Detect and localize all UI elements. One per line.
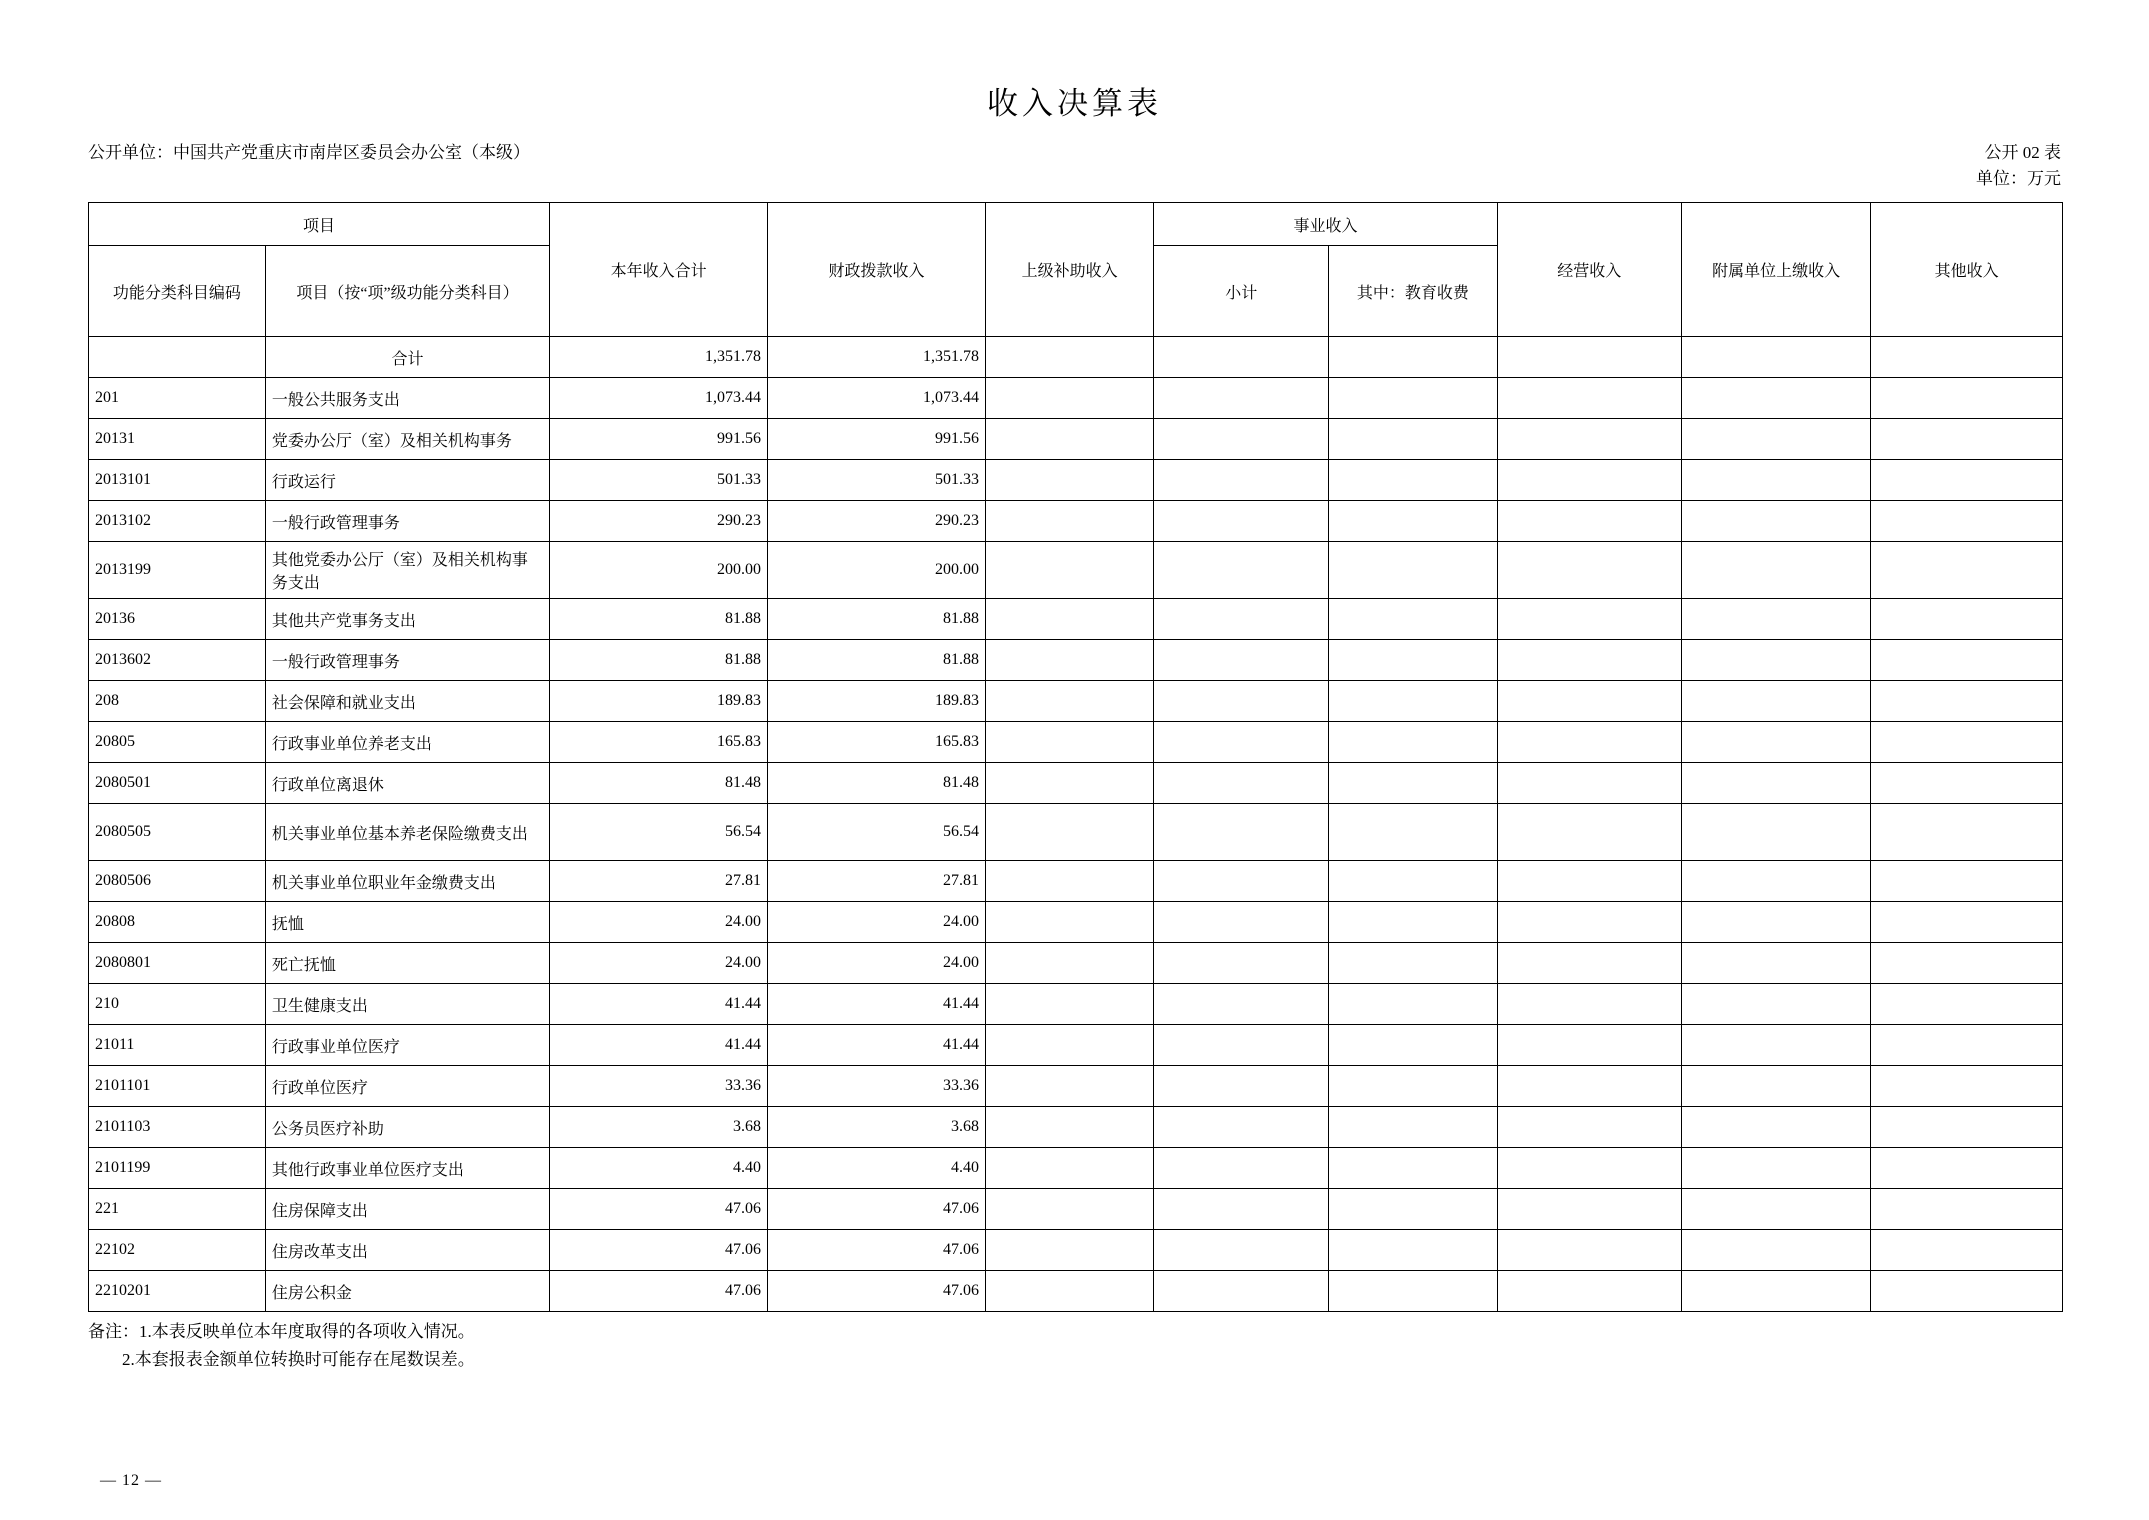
cell-fiscal-appropriation: 3.68 <box>768 1107 986 1148</box>
cell-affiliated-units <box>1681 722 1871 763</box>
cell-subtotal <box>1154 1148 1329 1189</box>
cell-total-income: 3.68 <box>550 1107 768 1148</box>
cell-subtotal <box>1154 1230 1329 1271</box>
cell-superior-subsidy <box>985 337 1153 378</box>
cell-fiscal-appropriation: 56.54 <box>768 804 986 861</box>
cell-item-name: 合计 <box>265 337 549 378</box>
meta-row <box>0 140 2149 200</box>
cell-fiscal-appropriation: 991.56 <box>768 419 986 460</box>
cell-education-fee <box>1329 1148 1497 1189</box>
cell-item-name: 行政单位医疗 <box>265 1066 549 1107</box>
cell-fiscal-appropriation: 47.06 <box>768 1271 986 1312</box>
cell-item-name: 行政运行 <box>265 460 549 501</box>
header-other-income: 其他收入 <box>1871 203 2063 337</box>
cell-education-fee <box>1329 460 1497 501</box>
cell-fiscal-appropriation: 501.33 <box>768 460 986 501</box>
cell-total-income: 33.36 <box>550 1066 768 1107</box>
table-row <box>89 1066 2063 1107</box>
header-group-business-income: 事业收入 <box>1154 203 1497 246</box>
cell-other-income <box>1871 722 2063 763</box>
cell-affiliated-units <box>1681 419 1871 460</box>
cell-fiscal-appropriation: 24.00 <box>768 902 986 943</box>
cell-superior-subsidy <box>985 419 1153 460</box>
cell-affiliated-units <box>1681 378 1871 419</box>
table-row <box>89 861 2063 902</box>
cell-affiliated-units <box>1681 902 1871 943</box>
cell-fiscal-appropriation: 189.83 <box>768 681 986 722</box>
cell-func-code: 2210201 <box>89 1271 266 1312</box>
cell-func-code: 201 <box>89 378 266 419</box>
header-operating-income: 经营收入 <box>1497 203 1681 337</box>
cell-func-code: 210 <box>89 984 266 1025</box>
table-row <box>89 419 2063 460</box>
cell-education-fee <box>1329 501 1497 542</box>
cell-education-fee <box>1329 943 1497 984</box>
publisher-label <box>88 140 530 166</box>
cell-operating-income <box>1497 1230 1681 1271</box>
cell-education-fee <box>1329 861 1497 902</box>
cell-operating-income <box>1497 861 1681 902</box>
cell-operating-income <box>1497 763 1681 804</box>
cell-subtotal <box>1154 984 1329 1025</box>
form-meta <box>1976 140 2061 192</box>
cell-total-income: 4.40 <box>550 1148 768 1189</box>
cell-other-income <box>1871 1189 2063 1230</box>
cell-func-code: 2080505 <box>89 804 266 861</box>
cell-operating-income <box>1497 1025 1681 1066</box>
cell-other-income <box>1871 542 2063 599</box>
cell-fiscal-appropriation: 33.36 <box>768 1066 986 1107</box>
cell-subtotal <box>1154 902 1329 943</box>
table-row <box>89 378 2063 419</box>
header-subtotal: 小计 <box>1154 246 1329 337</box>
cell-func-code: 2101101 <box>89 1066 266 1107</box>
cell-subtotal <box>1154 804 1329 861</box>
cell-func-code: 2013199 <box>89 542 266 599</box>
cell-affiliated-units <box>1681 804 1871 861</box>
cell-affiliated-units <box>1681 337 1871 378</box>
cell-operating-income <box>1497 501 1681 542</box>
cell-superior-subsidy <box>985 501 1153 542</box>
cell-func-code: 2101199 <box>89 1148 266 1189</box>
cell-total-income: 81.88 <box>550 640 768 681</box>
cell-other-income <box>1871 1271 2063 1312</box>
cell-operating-income <box>1497 681 1681 722</box>
cell-fiscal-appropriation: 81.48 <box>768 763 986 804</box>
cell-education-fee <box>1329 722 1497 763</box>
header-fiscal-appropriation: 财政拨款收入 <box>768 203 986 337</box>
cell-operating-income <box>1497 337 1681 378</box>
cell-superior-subsidy <box>985 763 1153 804</box>
cell-education-fee <box>1329 763 1497 804</box>
cell-education-fee <box>1329 599 1497 640</box>
cell-affiliated-units <box>1681 861 1871 902</box>
cell-subtotal <box>1154 763 1329 804</box>
table-header-row-1 <box>89 203 2063 246</box>
cell-total-income: 290.23 <box>550 501 768 542</box>
cell-education-fee <box>1329 542 1497 599</box>
cell-item-name: 公务员医疗补助 <box>265 1107 549 1148</box>
cell-total-income: 27.81 <box>550 861 768 902</box>
cell-other-income <box>1871 460 2063 501</box>
cell-education-fee <box>1329 1107 1497 1148</box>
cell-affiliated-units <box>1681 599 1871 640</box>
cell-affiliated-units <box>1681 984 1871 1025</box>
cell-affiliated-units <box>1681 1025 1871 1066</box>
income-final-accounts-table <box>88 202 2063 1312</box>
cell-affiliated-units <box>1681 1230 1871 1271</box>
cell-operating-income <box>1497 378 1681 419</box>
cell-func-code: 2013602 <box>89 640 266 681</box>
note-line-2: 2.本套报表金额单位转换时可能存在尾数误差。 <box>122 1350 475 1369</box>
cell-total-income: 200.00 <box>550 542 768 599</box>
cell-subtotal <box>1154 681 1329 722</box>
cell-superior-subsidy <box>985 1230 1153 1271</box>
cell-other-income <box>1871 861 2063 902</box>
cell-other-income <box>1871 984 2063 1025</box>
cell-operating-income <box>1497 1271 1681 1312</box>
table-row <box>89 984 2063 1025</box>
cell-func-code <box>89 337 266 378</box>
cell-other-income <box>1871 943 2063 984</box>
cell-fiscal-appropriation: 290.23 <box>768 501 986 542</box>
cell-other-income <box>1871 501 2063 542</box>
cell-affiliated-units <box>1681 640 1871 681</box>
cell-subtotal <box>1154 640 1329 681</box>
cell-func-code: 22102 <box>89 1230 266 1271</box>
cell-func-code: 2080506 <box>89 861 266 902</box>
cell-subtotal <box>1154 460 1329 501</box>
cell-subtotal <box>1154 1025 1329 1066</box>
cell-affiliated-units <box>1681 681 1871 722</box>
publisher-text: 公开单位：中国共产党重庆市南岸区委员会办公室（本级） <box>88 143 530 162</box>
cell-other-income <box>1871 1066 2063 1107</box>
cell-superior-subsidy <box>985 681 1153 722</box>
cell-affiliated-units <box>1681 1066 1871 1107</box>
cell-operating-income <box>1497 460 1681 501</box>
cell-total-income: 991.56 <box>550 419 768 460</box>
cell-fiscal-appropriation: 41.44 <box>768 984 986 1025</box>
cell-other-income <box>1871 763 2063 804</box>
cell-total-income: 501.33 <box>550 460 768 501</box>
table-row <box>89 722 2063 763</box>
table-row <box>89 1025 2063 1066</box>
cell-operating-income <box>1497 804 1681 861</box>
table-row <box>89 1107 2063 1148</box>
cell-item-name: 社会保障和就业支出 <box>265 681 549 722</box>
cell-func-code: 21011 <box>89 1025 266 1066</box>
cell-affiliated-units <box>1681 1189 1871 1230</box>
header-superior-subsidy: 上级补助收入 <box>985 203 1153 337</box>
cell-superior-subsidy <box>985 1107 1153 1148</box>
table-row <box>89 1148 2063 1189</box>
cell-item-name: 住房改革支出 <box>265 1230 549 1271</box>
cell-other-income <box>1871 1107 2063 1148</box>
cell-other-income <box>1871 599 2063 640</box>
cell-item-name: 党委办公厅（室）及相关机构事务 <box>265 419 549 460</box>
cell-affiliated-units <box>1681 763 1871 804</box>
cell-affiliated-units <box>1681 943 1871 984</box>
cell-superior-subsidy <box>985 1271 1153 1312</box>
cell-fiscal-appropriation: 24.00 <box>768 943 986 984</box>
cell-item-name: 死亡抚恤 <box>265 943 549 984</box>
cell-subtotal <box>1154 943 1329 984</box>
cell-item-name: 机关事业单位职业年金缴费支出 <box>265 861 549 902</box>
cell-func-code: 20131 <box>89 419 266 460</box>
cell-subtotal <box>1154 501 1329 542</box>
cell-affiliated-units <box>1681 460 1871 501</box>
header-total-income: 本年收入合计 <box>550 203 768 337</box>
table-row <box>89 599 2063 640</box>
cell-fiscal-appropriation: 81.88 <box>768 599 986 640</box>
cell-operating-income <box>1497 1148 1681 1189</box>
cell-total-income: 1,351.78 <box>550 337 768 378</box>
table-row <box>89 460 2063 501</box>
cell-other-income <box>1871 640 2063 681</box>
cell-superior-subsidy <box>985 722 1153 763</box>
cell-item-name: 住房公积金 <box>265 1271 549 1312</box>
cell-operating-income <box>1497 419 1681 460</box>
cell-education-fee <box>1329 984 1497 1025</box>
table-row <box>89 1271 2063 1312</box>
header-func-code: 功能分类科目编码 <box>89 246 266 337</box>
cell-superior-subsidy <box>985 460 1153 501</box>
cell-operating-income <box>1497 640 1681 681</box>
cell-total-income: 1,073.44 <box>550 378 768 419</box>
cell-total-income: 165.83 <box>550 722 768 763</box>
cell-total-income: 41.44 <box>550 1025 768 1066</box>
cell-item-name: 卫生健康支出 <box>265 984 549 1025</box>
table-row <box>89 804 2063 861</box>
cell-fiscal-appropriation: 200.00 <box>768 542 986 599</box>
cell-fiscal-appropriation: 47.06 <box>768 1189 986 1230</box>
cell-func-code: 221 <box>89 1189 266 1230</box>
table-body <box>89 337 2063 1312</box>
table-row <box>89 902 2063 943</box>
table-row <box>89 501 2063 542</box>
header-education-fee: 其中：教育收费 <box>1329 246 1497 337</box>
cell-operating-income <box>1497 1189 1681 1230</box>
cell-item-name: 一般公共服务支出 <box>265 378 549 419</box>
cell-total-income: 56.54 <box>550 804 768 861</box>
cell-operating-income <box>1497 722 1681 763</box>
cell-func-code: 2080801 <box>89 943 266 984</box>
cell-fiscal-appropriation: 1,073.44 <box>768 378 986 419</box>
cell-other-income <box>1871 337 2063 378</box>
cell-item-name: 一般行政管理事务 <box>265 640 549 681</box>
cell-superior-subsidy <box>985 902 1153 943</box>
table-notes <box>88 1318 475 1374</box>
cell-total-income: 24.00 <box>550 902 768 943</box>
cell-education-fee <box>1329 378 1497 419</box>
cell-superior-subsidy <box>985 599 1153 640</box>
cell-func-code: 20136 <box>89 599 266 640</box>
cell-other-income <box>1871 419 2063 460</box>
cell-superior-subsidy <box>985 1066 1153 1107</box>
cell-superior-subsidy <box>985 378 1153 419</box>
cell-fiscal-appropriation: 4.40 <box>768 1148 986 1189</box>
cell-subtotal <box>1154 1107 1329 1148</box>
table-row <box>89 763 2063 804</box>
cell-item-name: 住房保障支出 <box>265 1189 549 1230</box>
page-number: — 12 — <box>100 1472 162 1489</box>
cell-fiscal-appropriation: 41.44 <box>768 1025 986 1066</box>
cell-func-code: 20808 <box>89 902 266 943</box>
cell-total-income: 47.06 <box>550 1230 768 1271</box>
cell-item-name: 行政事业单位养老支出 <box>265 722 549 763</box>
cell-education-fee <box>1329 1230 1497 1271</box>
cell-education-fee <box>1329 1189 1497 1230</box>
table-row <box>89 1189 2063 1230</box>
cell-item-name: 其他行政事业单位医疗支出 <box>265 1148 549 1189</box>
cell-education-fee <box>1329 681 1497 722</box>
table-row <box>89 542 2063 599</box>
cell-other-income <box>1871 1148 2063 1189</box>
cell-education-fee <box>1329 902 1497 943</box>
cell-education-fee <box>1329 337 1497 378</box>
unit-label: 单位：万元 <box>1976 169 2061 188</box>
cell-total-income: 81.88 <box>550 599 768 640</box>
cell-total-income: 47.06 <box>550 1271 768 1312</box>
cell-superior-subsidy <box>985 984 1153 1025</box>
cell-superior-subsidy <box>985 640 1153 681</box>
cell-other-income <box>1871 1025 2063 1066</box>
cell-subtotal <box>1154 1271 1329 1312</box>
table-row <box>89 640 2063 681</box>
note-line-1: 备注：1.本表反映单位本年度取得的各项收入情况。 <box>88 1322 475 1341</box>
cell-affiliated-units <box>1681 1107 1871 1148</box>
cell-subtotal <box>1154 337 1329 378</box>
cell-subtotal <box>1154 378 1329 419</box>
cell-fiscal-appropriation: 81.88 <box>768 640 986 681</box>
header-item-name: 项目（按“项”级功能分类科目） <box>265 246 549 337</box>
cell-operating-income <box>1497 599 1681 640</box>
cell-education-fee <box>1329 1271 1497 1312</box>
cell-superior-subsidy <box>985 1025 1153 1066</box>
cell-subtotal <box>1154 1189 1329 1230</box>
cell-other-income <box>1871 681 2063 722</box>
cell-total-income: 81.48 <box>550 763 768 804</box>
cell-operating-income <box>1497 943 1681 984</box>
cell-superior-subsidy <box>985 1148 1153 1189</box>
header-group-item: 项目 <box>89 203 550 246</box>
cell-education-fee <box>1329 640 1497 681</box>
cell-other-income <box>1871 804 2063 861</box>
cell-func-code: 208 <box>89 681 266 722</box>
table-row <box>89 337 2063 378</box>
cell-func-code: 2013101 <box>89 460 266 501</box>
cell-func-code: 2013102 <box>89 501 266 542</box>
cell-item-name: 抚恤 <box>265 902 549 943</box>
cell-item-name: 其他共产党事务支出 <box>265 599 549 640</box>
cell-func-code: 2080501 <box>89 763 266 804</box>
cell-subtotal <box>1154 542 1329 599</box>
cell-operating-income <box>1497 1066 1681 1107</box>
cell-item-name: 一般行政管理事务 <box>265 501 549 542</box>
cell-total-income: 41.44 <box>550 984 768 1025</box>
cell-item-name: 机关事业单位基本养老保险缴费支出 <box>265 804 549 861</box>
cell-other-income <box>1871 902 2063 943</box>
cell-fiscal-appropriation: 1,351.78 <box>768 337 986 378</box>
cell-superior-subsidy <box>985 542 1153 599</box>
cell-affiliated-units <box>1681 1271 1871 1312</box>
cell-total-income: 47.06 <box>550 1189 768 1230</box>
cell-fiscal-appropriation: 27.81 <box>768 861 986 902</box>
cell-superior-subsidy <box>985 804 1153 861</box>
cell-subtotal <box>1154 861 1329 902</box>
cell-superior-subsidy <box>985 1189 1153 1230</box>
cell-subtotal <box>1154 419 1329 460</box>
cell-operating-income <box>1497 984 1681 1025</box>
page-title: 收入决算表 <box>987 86 1162 121</box>
cell-operating-income <box>1497 902 1681 943</box>
cell-total-income: 24.00 <box>550 943 768 984</box>
cell-operating-income <box>1497 1107 1681 1148</box>
header-affiliated-units: 附属单位上缴收入 <box>1681 203 1871 337</box>
cell-operating-income <box>1497 542 1681 599</box>
cell-total-income: 189.83 <box>550 681 768 722</box>
table-row <box>89 681 2063 722</box>
cell-fiscal-appropriation: 47.06 <box>768 1230 986 1271</box>
cell-item-name: 行政事业单位医疗 <box>265 1025 549 1066</box>
cell-affiliated-units <box>1681 501 1871 542</box>
cell-superior-subsidy <box>985 943 1153 984</box>
cell-education-fee <box>1329 1066 1497 1107</box>
cell-other-income <box>1871 378 2063 419</box>
cell-item-name: 其他党委办公厅（室）及相关机构事务支出 <box>265 542 549 599</box>
cell-education-fee <box>1329 1025 1497 1066</box>
cell-other-income <box>1871 1230 2063 1271</box>
cell-subtotal <box>1154 599 1329 640</box>
table-row <box>89 943 2063 984</box>
cell-education-fee <box>1329 419 1497 460</box>
cell-education-fee <box>1329 804 1497 861</box>
cell-item-name: 行政单位离退休 <box>265 763 549 804</box>
cell-subtotal <box>1154 722 1329 763</box>
cell-func-code: 2101103 <box>89 1107 266 1148</box>
cell-fiscal-appropriation: 165.83 <box>768 722 986 763</box>
cell-affiliated-units <box>1681 542 1871 599</box>
form-number: 公开 02 表 <box>1984 143 2061 162</box>
table-row <box>89 1230 2063 1271</box>
cell-func-code: 20805 <box>89 722 266 763</box>
cell-affiliated-units <box>1681 1148 1871 1189</box>
cell-superior-subsidy <box>985 861 1153 902</box>
cell-subtotal <box>1154 1066 1329 1107</box>
